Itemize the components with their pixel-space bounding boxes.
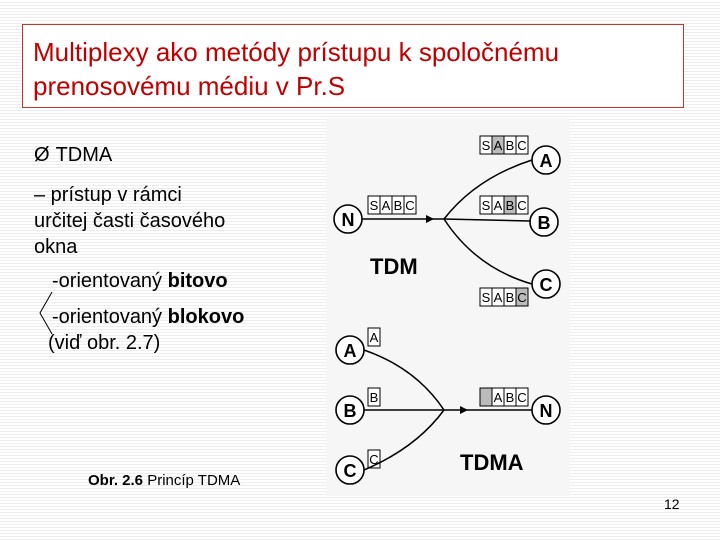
option-block-reference: (viď obr. 2.7)	[48, 332, 161, 354]
tdm-diagram	[334, 136, 560, 306]
bullet-arrow-icon: Ø	[34, 144, 50, 166]
slide-title-box	[22, 24, 684, 108]
option-bit-oriented	[34, 268, 324, 294]
frame-slot-b: B	[393, 198, 403, 213]
tdma-frame-slot-a: A	[493, 390, 503, 405]
tdma-frame-slot-c: C	[517, 390, 527, 405]
option-block-bold: blokovo	[167, 306, 245, 328]
frame-b-slot-c: C	[517, 198, 527, 213]
tdm-node-c-label: C	[539, 275, 553, 295]
tdm-frame-a	[480, 136, 528, 154]
frame-slot-a: A	[381, 198, 391, 213]
tdma-node-c-label: C	[343, 461, 357, 481]
figure-caption	[88, 472, 240, 489]
option-block-oriented	[34, 304, 324, 330]
frame-c-slot-a: A	[493, 290, 503, 305]
bullet-heading: TDMA	[55, 144, 113, 166]
tdma-node-a-label: A	[343, 341, 357, 361]
frame-b-slot-s: S	[481, 198, 491, 213]
frame-a-slot-c: C	[517, 138, 527, 153]
tdma-slot-b-label: B	[369, 390, 379, 405]
frame-c-slot-s: S	[481, 290, 491, 305]
tdm-frame-c	[480, 288, 528, 306]
frame-c-slot-b: B	[505, 290, 515, 305]
frame-slot-c: C	[405, 198, 415, 213]
tdm-label: TDM	[370, 254, 418, 279]
text-line-2: určitej časti časového	[34, 210, 226, 232]
option-bit-prefix: -orientovaný	[52, 270, 168, 292]
tdma-label: TDMA	[460, 450, 524, 475]
tdma-slot-a-label: A	[369, 330, 379, 345]
tdm-frame-b	[480, 196, 528, 214]
option-brace-icon	[36, 291, 56, 335]
tdma-diagram-lower	[336, 328, 560, 484]
caption-number: Obr. 2.6	[88, 472, 144, 489]
tdma-diagram	[326, 118, 570, 496]
text-line-1: – prístup v rámci	[34, 184, 182, 206]
tdma-figure	[326, 118, 570, 496]
option-block-prefix: -orientovaný	[52, 306, 168, 328]
slide-title-line-2: prenosovému médiu v Pr.S	[33, 71, 346, 101]
tdma-frame-combined	[480, 388, 528, 406]
tdma-node-n-label: N	[539, 401, 553, 421]
frame-slot-s: S	[369, 198, 379, 213]
frame-a-slot-s: S	[481, 138, 491, 153]
option-bit-bold: bitovo	[167, 270, 228, 292]
tdma-slot-c-label: C	[369, 452, 379, 467]
tdm-frame-source	[368, 196, 416, 214]
text-line-3: okna	[34, 236, 78, 258]
frame-b-slot-b: B	[505, 198, 515, 213]
frame-c-slot-c: C	[517, 290, 527, 305]
page-number: 12	[664, 496, 680, 512]
tdm-node-a-label: A	[539, 151, 553, 171]
tdma-frame-slot-b: B	[505, 390, 515, 405]
tdma-node-b-label: B	[343, 401, 357, 421]
frame-a-slot-a: A	[493, 138, 503, 153]
tdm-node-b-label: B	[537, 213, 551, 233]
slide-title-line-1: Multiplexy ako metódy prístupu k spoločnému	[33, 37, 560, 67]
frame-a-slot-b: B	[505, 138, 515, 153]
caption-text: Princíp TDMA	[143, 472, 241, 489]
bullet-tdma	[34, 142, 324, 168]
frame-b-slot-a: A	[493, 198, 503, 213]
slide-body	[34, 142, 324, 356]
tdm-node-n-label: N	[341, 210, 355, 230]
